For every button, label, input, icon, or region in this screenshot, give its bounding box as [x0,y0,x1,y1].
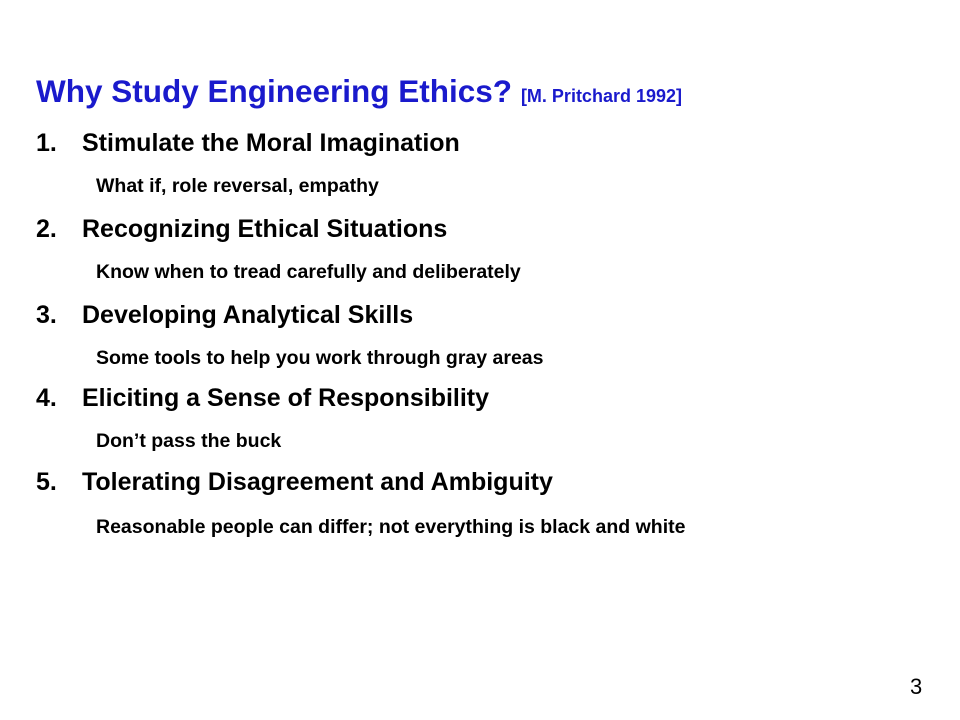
slide-title [36,75,682,108]
point-1-detail: What if, role reversal, empathy [96,175,379,197]
point-3-detail: Some tools to help you work through gray areas [96,347,544,369]
slide-title-text: Why Study Engineering Ethics? [36,73,513,109]
point-3 [36,303,413,328]
point-4-text: Eliciting a Sense of Responsibility [82,384,490,412]
page-number: 3 [910,674,923,699]
point-4 [36,386,489,411]
point-4-number: 4. [36,384,57,412]
point-2-text: Recognizing Ethical Situations [82,215,448,243]
point-1 [36,131,460,156]
point-2-detail: Know when to tread carefully and deliberately [96,261,521,283]
point-3-text: Developing Analytical Skills [82,301,414,329]
point-5 [36,470,553,495]
point-2-number: 2. [36,215,57,243]
point-5-number: 5. [36,468,57,496]
point-2 [36,217,447,242]
point-3-number: 3. [36,301,57,329]
point-5-text: Tolerating Disagreement and Ambiguity [82,468,553,496]
point-5-detail: Reasonable people can differ; not everything is black and white [96,516,686,538]
point-4-detail: Don’t pass the buck [96,430,282,452]
point-1-number: 1. [36,129,57,157]
point-1-text: Stimulate the Moral Imagination [82,129,460,157]
slide-title-citation: [M. Pritchard 1992] [520,86,682,106]
